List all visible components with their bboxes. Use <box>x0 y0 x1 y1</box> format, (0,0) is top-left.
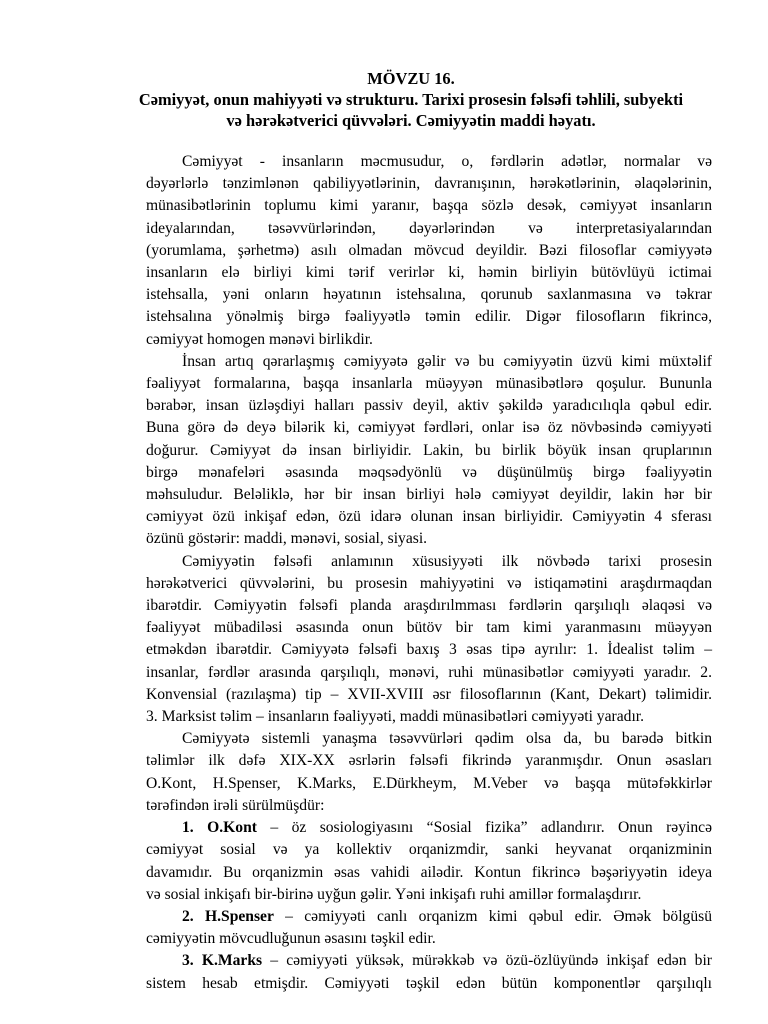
text-line: O.Kont, H.Spenser, K.Marks, E.Dürkheym, M.Veber və başqa mütəfəkkirlər <box>146 774 712 792</box>
topic-subtitle-line-2: və hərəkətverici qüvvələri. Cəmiyyətin maddi həyatı. <box>226 111 596 130</box>
text-line: Cəmiyyətə sistemli yanaşma təsəvvürləri qədim olsa da, bu barədə bitkin <box>182 730 712 748</box>
text-line: istehsalına yönəlmiş birgə fəaliyyətlə təmin edilir. Digər filosofların fikrincə, <box>146 308 712 326</box>
heading-kont: 1. O.Kont <box>182 819 257 837</box>
text-line: insanlar, fərdlər arasında qarşılıqlı, mənəvi, ruhi münasibətlər cəmiyyəti yaradır. 2. <box>146 663 712 681</box>
text-line: ideyalarından, təsəvvürlərindən, dəyərlərindən və interpretasiyalarından <box>146 219 712 237</box>
text-line: hərəkətverici qüvvələrini, bu prosesin mahiyyətini və istiqamətini araşdırmaqdan <box>146 574 712 592</box>
text-run: – cəmiyyəti yüksək, mürəkkəb və özü-özlüyündə inkişaf edən bir <box>262 952 712 970</box>
text-run: – öz sosiologiyasını “Sosial fizika” adlandırır. Onun rəyincə <box>256 819 712 837</box>
text-line: cəmiyyət sosial və ya kollektiv orqanizmdir, sanki heyvanat orqanizminin <box>146 841 712 859</box>
text-line: cəmiyyət özü inkişaf edən, özü idarə olunan insan birliyidir. Cəmiyyətin 4 sferası <box>146 508 712 526</box>
text-line: (yorumlama, şərhetmə) asılı olmadan mövcud deyildir. Bəzi filosoflar cəmiyyətə <box>146 241 712 259</box>
text-line: özünü göstərir: maddi, mənəvi, sosial, siyasi. <box>146 530 428 548</box>
text-line: cəmiyyət homogen mənəvi birlikdir. <box>146 330 373 348</box>
paragraph-spenser <box>110 906 712 950</box>
text-line <box>110 906 712 928</box>
text-line: İnsan artıq qərarlaşmış cəmiyyətə gəlir və bu cəmiyyətin üzvü kimi müxtəlif <box>182 352 712 370</box>
text-line: Cəmiyyətin fəlsəfi anlamının xüsusiyyəti ilk növbədə tarixi prosesin <box>182 552 712 570</box>
text-line: sistem hesab etmişdir. Cəmiyyəti təşkil edən bütün komponentlər qarşılıqlı <box>146 974 712 992</box>
text-line <box>110 817 712 839</box>
paragraph-2 <box>110 351 712 551</box>
text-line: birgə mənafeləri əsasında məqsədyönlü və düşünülmüş birgə fəaliyyətin <box>146 463 712 481</box>
text-line: bərabər, insan üzləşdiyi halları passiv deyil, aktiv şəkildə yaradıcılıqla qəbul edir. <box>146 397 712 415</box>
text-line: etməkdən ibarətdir. Cəmiyyətə fəlsəfi baxış 3 əsas tipə ayrılır: 1. İdealist təlim – <box>146 641 712 659</box>
paragraph-1 <box>110 151 712 351</box>
text-line: ibarətdir. Cəmiyyətin fəlsəfi planda araşdırılmması fərdlərin qarşılıqlı əlaqəsi və <box>146 597 712 615</box>
text-line: cəmiyyətin mövcudluğunun əsasını təşkil edir. <box>146 930 436 948</box>
text-line: Cəmiyyət - insanların məcmusudur, o, fərdlərin adətlər, normalar və <box>182 153 712 170</box>
topic-title: MÖVZU 16. <box>367 69 455 88</box>
text-line: dəyərlərlə tənzimlənən qabiliyyətlərinin, davranışının, hərəkətlərinin, əlaqələrinin, <box>146 175 712 193</box>
topic-subtitle-line-1: Cəmiyyət, onun mahiyyəti və strukturu. Tarixi prosesin fəlsəfi təhlili, subyekti <box>138 90 684 109</box>
heading-spenser: 2. H.Spenser <box>182 907 274 925</box>
text-line: 3. Marksist təlim – insanların fəaliyyəti, maddi münasibətləri cəmiyyəti yaradır. <box>146 708 645 726</box>
text-line: Konvensial (razılaşma) tip – XVII-XVIII əsr filosoflarının (Kant, Dekart) təlimidir. <box>146 685 712 703</box>
text-line: təlimlər ilk dəfə XIX-XX əsrlərin fəlsəfi fikrində yaranmışdır. Onun əsasları <box>146 752 712 770</box>
text-line: məhsuludur. Beləliklə, hər bir insan birliyi hələ cəmiyyət deyildir, lakin hər bir <box>146 486 712 504</box>
text-line: fəaliyyət mübadiləsi əsasında onun bütöv bir tam kimi yaranmasını müəyyən <box>146 619 712 637</box>
text-line: və sosial inkişafı bir-birinə uyğun gəlir. Yəni inkişafı ruhi amillər formalaşdırır. <box>146 885 642 903</box>
text-line: doğurur. Cəmiyyət də insan birliyidir. Lakin, bu birlik böyük insan qruplarının <box>146 441 712 459</box>
text-line: davamıdır. Bu orqanizmin əsas vahidi ailədir. Kontun fikrincə bəşəriyyətin ideya <box>146 863 712 881</box>
text-line: fəaliyyət formalarına, başqa insanlarla müəyyən münasibətlərə qoşulur. Bununla <box>146 375 712 393</box>
paragraph-3 <box>110 551 712 729</box>
title-block <box>110 68 712 131</box>
document-body <box>110 151 712 995</box>
paragraph-marks <box>110 950 712 994</box>
paragraph-kont <box>110 817 712 906</box>
text-run: – cəmiyyəti canlı orqanizm kimi qəbul edir. Əmək bölgüsü <box>273 907 712 925</box>
text-line <box>110 950 712 972</box>
text-line: Buna görə də deyə bilərik ki, cəmiyyət fərdləri, onlar isə öz növbəsində cəmiyyəti <box>146 419 712 437</box>
text-line: insanların elə birliyi kimi tərif verirlər ki, həmin birliyin bütövlüyü ictimai <box>146 264 712 282</box>
text-line: istehsalla, yəni onların həyatının istehsalına, qorunub saxlanmasına və təkrar <box>146 286 712 304</box>
text-line: münasibətlərinin toplumu kimi yaranır, başqa sözlə desək, cəmiyyət insanların <box>146 197 712 215</box>
text-line: tərəfindən irəli sürülmüşdür: <box>146 796 325 814</box>
heading-marks: 3. K.Marks <box>182 952 263 970</box>
paragraph-4 <box>110 728 712 817</box>
